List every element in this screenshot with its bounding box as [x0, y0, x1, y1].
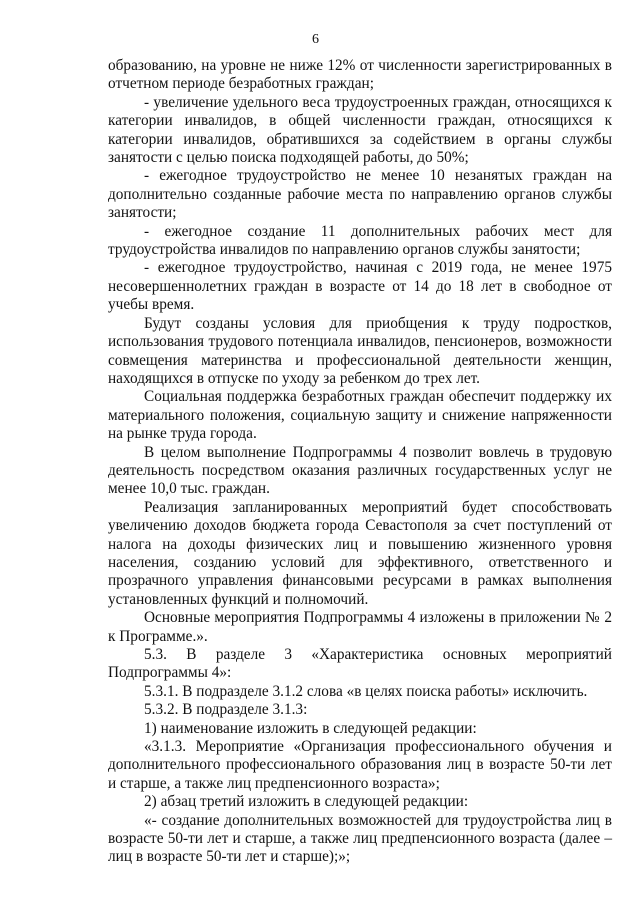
- paragraph-12: 5.3.1. В подразделе 3.1.2 слова «в целях поиска работы» исключить.: [144, 682, 588, 700]
- paragraph-7: Социальная поддержка безработных граждан обеспечит поддержку их материального положения, социальную защиту и снижение напряженности на рынке труда города.: [108, 388, 612, 443]
- paragraph-10: Основные мероприятия Подпрограммы 4 изложены в приложении № 2 к Программе.».: [108, 609, 612, 645]
- paragraph-17: «- создание дополнительных возможностей для трудоустройства лиц в возрасте 50-ти лет и старше, а также лиц предпенсионного возраста (далее – лиц в возрасте 50-ти лет и старше);»;: [108, 811, 612, 866]
- paragraph-4: - ежегодное создание 11 дополнительных рабочих мест для трудоустройства инвалидов по направлению органов службы занятости;: [108, 222, 612, 259]
- paragraph-6: Будут созданы условия для приобщения к труду подростков, использования трудового потенциала инвалидов, пенсионеров, возможности совмещения материнства и профессиональной деятельности женщин, находящихся в отпуске по уходу за ребенком до трех лет.: [108, 314, 612, 387]
- paragraph-5: - ежегодное трудоустройство, начиная с 2019 года, не менее 1975 несовершеннолетних граждан в возрасте от 14 до 18 лет в свободное от учебы время.: [108, 259, 612, 314]
- paragraph-16: 2) абзац третий изложить в следующей редакции:: [144, 793, 469, 811]
- paragraph-11: 5.3. В разделе 3 «Характеристика основных мероприятий Подпрограммы 4»:: [108, 646, 612, 682]
- paragraph-15: «3.1.3. Мероприятие «Организация профессионального обучения и дополнительного профессионального образования лиц в возрасте 50-ти лет и старше, а также лиц предпенсионного возраста»;: [108, 738, 612, 792]
- paragraph-8: В целом выполнение Подпрограммы 4 позволит вовлечь в трудовую деятельность посредством оказания различных государственных услуг не менее 10,0 тыс. граждан.: [108, 443, 612, 498]
- page-number: 6: [312, 32, 319, 47]
- paragraph-3: - ежегодное трудоустройство не менее 10 незанятых граждан на дополнительно созданные рабочие места по направлению органов службы занятости;: [108, 167, 612, 222]
- paragraph-14: 1) наименование изложить в следующей редакции:: [144, 719, 477, 737]
- document-body: [108, 57, 612, 867]
- paragraph-13: 5.3.2. В подразделе 3.1.3:: [144, 701, 308, 719]
- paragraph-9: Реализация запланированных мероприятий будет способствовать увеличению доходов бюджета города Севастополя за счет поступлений от налога на доходы физических лиц и повышению жизненного уровня населения, созданию условий для эффективного, ответственного и прозрачного управления финансовыми ресурсами в рамках выполнения установленных функций и полномочий.: [108, 498, 612, 608]
- paragraph-2: - увеличение удельного веса трудоустроенных граждан, относящихся к категории инвалидов, в общей численности граждан, относящихся к категории инвалидов, обратившихся за содействием в органы службы занятости с целью поиска подходящей работы, до 50%;: [108, 93, 612, 167]
- paragraph-1: образованию, на уровне не ниже 12% от численности зарегистрированных в отчетном периоде безработных граждан;: [108, 57, 612, 93]
